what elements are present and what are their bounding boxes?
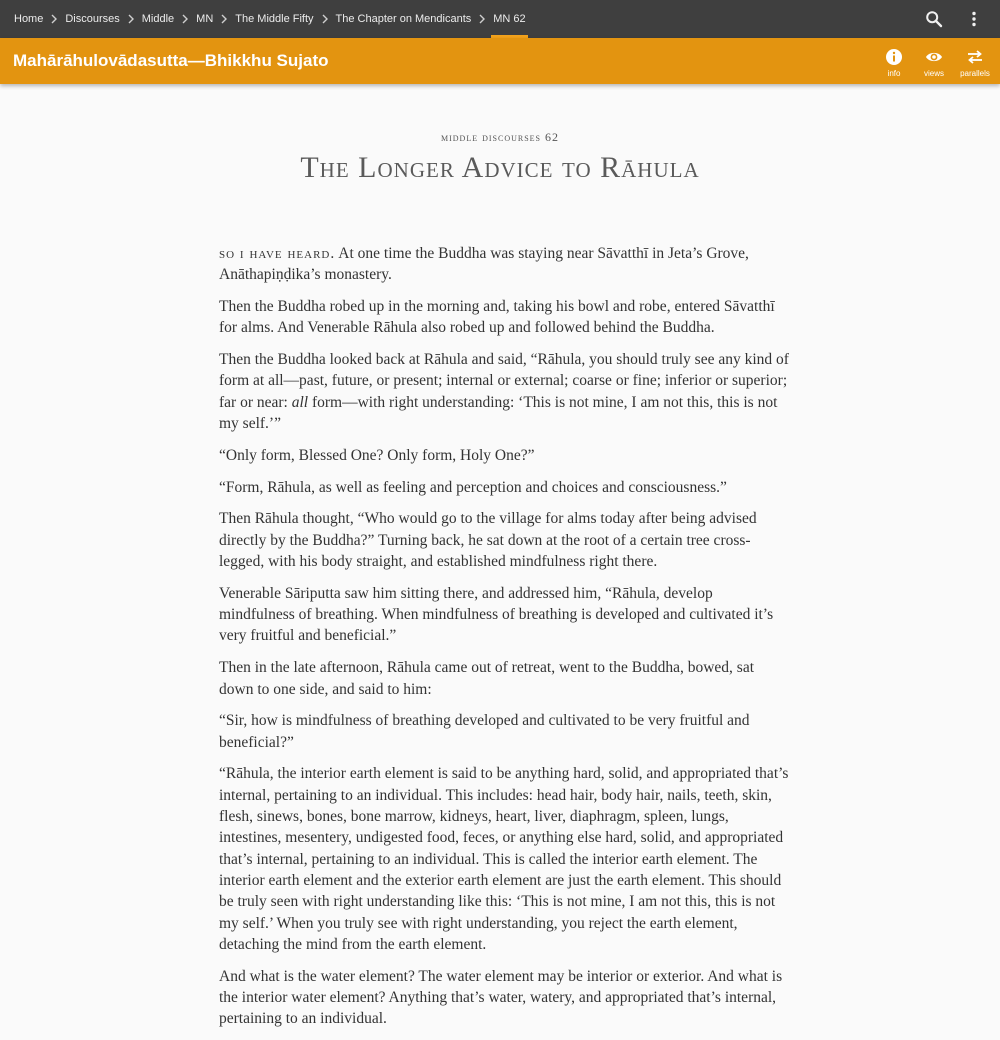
- paragraph: “Only form, Blessed One? Only form, Holy One?”: [219, 446, 535, 464]
- breadcrumb-mn-62[interactable]: MN 62: [493, 0, 525, 38]
- emphasis: all: [291, 393, 309, 411]
- chevron-right-icon: [124, 0, 138, 38]
- parallels-label: parallels: [960, 69, 990, 78]
- paragraph: “Form, Rāhula, as well as feeling and perception and choices and consciousness.”: [219, 478, 727, 496]
- search-icon[interactable]: [915, 0, 953, 38]
- breadcrumb-discourses[interactable]: Discourses: [65, 13, 120, 25]
- paragraph: Venerable Sāriputta saw him sitting there, and addressed him, “Rāhula, develop mindfulness of breathing. When mindfulness of breathing is developed and cultivated it’s very fruitful and beneficial.”: [219, 584, 774, 645]
- swap-arrows-icon: [966, 48, 984, 66]
- chevron-right-icon: [318, 0, 332, 38]
- paragraph: Then in the late afternoon, Rāhula came out of retreat, went to the Buddha, bowed, sat down to one side, and said to him:: [219, 659, 754, 698]
- eye-icon: [925, 48, 943, 66]
- top-navigation-bar: [0, 0, 1000, 38]
- chevron-right-icon: [47, 0, 61, 38]
- sutta-heading: The Longer Advice to Rāhula: [300, 151, 700, 184]
- paragraph: so i have heard. At one time the Buddha was staying near Sāvatthī in Jeta’s Grove, Anāthapiṇḍika’s monastery.: [219, 245, 749, 284]
- paragraph: Then the Buddha looked back at Rāhula and said, “Rāhula, you should truly see any kind of form at all—past, future, or present; internal or external; coarse or fine; inferior or superior; far or near: all form—with right understanding: ‘This is not mine, I am not this, this is not my self.’”: [219, 351, 789, 433]
- breadcrumb: [14, 0, 526, 38]
- paragraph: “Sir, how is mindfulness of breathing developed and cultivated to be very fruitful and beneficial?”: [219, 712, 750, 751]
- sutta-title-bar: [0, 38, 1000, 84]
- more-vert-icon[interactable]: [955, 0, 993, 38]
- chevron-right-icon: [217, 0, 231, 38]
- info-icon: [885, 48, 903, 66]
- breadcrumb-home[interactable]: Home: [14, 13, 44, 25]
- sutta-text: [219, 130, 789, 1040]
- sutta-title: Mahārāhulovādasutta—Bhikkhu Sujato: [13, 51, 329, 70]
- paragraph: And what is the water element? The water element may be interior or exterior. And what is the interior water element? Anything that’s water, watery, and appropriated that’s internal, pertaining to an individual.: [219, 967, 783, 1028]
- paragraph: Then the Buddha robed up in the morning and, taking his bowl and robe, entered Sāvatthī for alms. And Venerable Rāhula also robed up and followed behind the Buddha.: [219, 298, 775, 337]
- chevron-right-icon: [475, 0, 489, 38]
- breadcrumb-middle-fifty[interactable]: The Middle Fifty: [235, 13, 314, 25]
- views-label: views: [923, 69, 944, 78]
- parallels-button[interactable]: [955, 48, 995, 80]
- division-title: middle discourses 62: [440, 130, 559, 144]
- breadcrumb-mn[interactable]: MN: [196, 13, 214, 25]
- evam-opening: so i have heard.: [219, 245, 336, 262]
- paragraph: “Rāhula, the interior earth element is said to be anything hard, solid, and appropriated that’s internal, pertaining to an individual. This includes: head hair, body hair, nails, teeth, skin, flesh, sinews, bones, bone marrow, kidneys, heart, liver, diaphragm, spleen, lungs, intestines, mesentery, undigested food, feces, or anything else hard, solid, and appropriated that’s internal, pertaining to an individual. This is called the interior earth element. The interior earth element and the exterior earth element are just the earth element. This should be truly seen with right understanding like this: ‘This is not mine, I am not this, this is not my self.’ When you truly see with right understanding, you reject the earth element, detaching the mind from the earth element.: [219, 765, 789, 953]
- info-label: info: [887, 69, 901, 78]
- paragraph: Then Rāhula thought, “Who would go to the village for alms today after being advised directly by the Buddha?” Turning back, he sat down at the root of a certain tree cross-legged, with his body straight, and established mindfulness right there.: [219, 510, 757, 571]
- views-button[interactable]: [914, 48, 954, 80]
- chevron-right-icon: [178, 0, 192, 38]
- info-button[interactable]: [874, 48, 914, 80]
- breadcrumb-middle[interactable]: Middle: [141, 13, 175, 25]
- breadcrumb-chapter-on-mendicants[interactable]: The Chapter on Mendicants: [335, 13, 472, 25]
